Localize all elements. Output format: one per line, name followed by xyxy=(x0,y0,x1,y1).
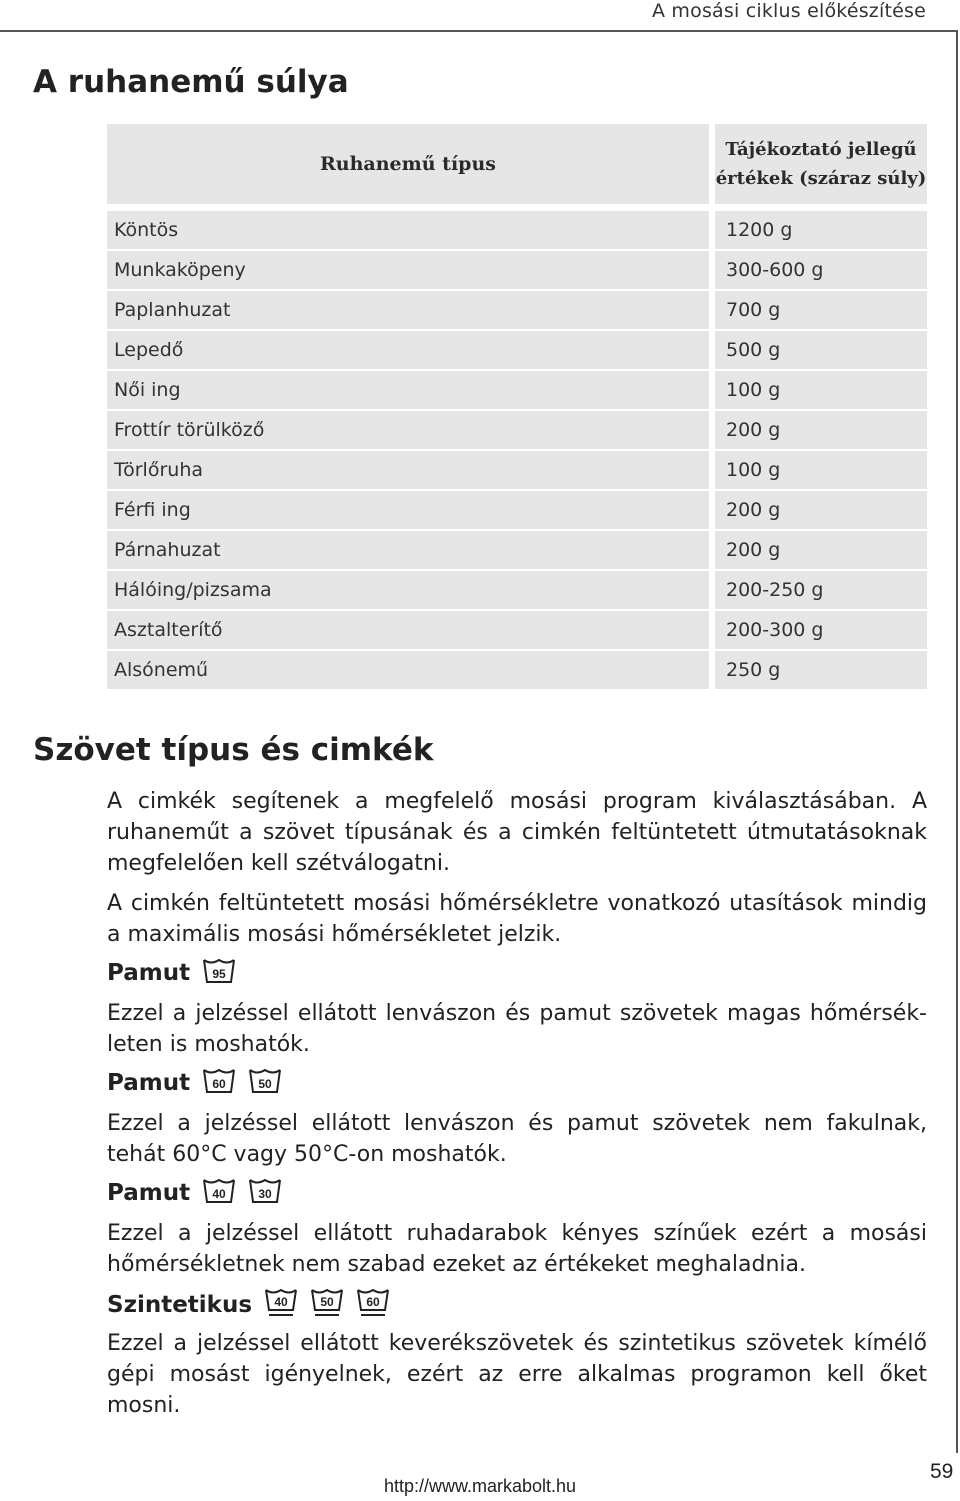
running-title: A mosási ciklus előkészítése xyxy=(651,0,926,22)
garment-type-cell: Törlőruha xyxy=(107,451,709,489)
garment-weight-cell: 500 g xyxy=(715,331,927,369)
wash-tub-icon xyxy=(202,1066,236,1100)
col-header-type: Ruhanemű típus xyxy=(107,124,709,204)
table-row xyxy=(107,651,927,689)
garment-type-cell: Munkaköpeny xyxy=(107,251,709,289)
svg-text:95: 95 xyxy=(212,967,226,981)
table-row xyxy=(107,611,927,649)
table-row xyxy=(107,211,927,249)
fabric-text-3: Ezzel a jelzéssel ellátott ruhadarabok kényes színűek ezért a mosási hőmérsékletnek nem szabad ezeket az értékeket meghaladnia. xyxy=(107,1221,927,1277)
intro-paragraph-2: A cimkén feltüntetett mosási hőmérsékletre vonatkozó utasítások mindig a maximális mosási hőmérsékletet jelzik. xyxy=(107,891,927,947)
garment-type-cell: Hálóing/pizsama xyxy=(107,571,709,609)
svg-text:40: 40 xyxy=(212,1187,226,1201)
garment-type-cell: Paplanhuzat xyxy=(107,291,709,329)
section-title-fabric: Szövet típus és cimkék xyxy=(33,732,434,768)
page-number: 59 xyxy=(930,1460,954,1483)
garment-weight-cell: 250 g xyxy=(715,651,927,689)
table-row xyxy=(107,371,927,409)
fabric-label-cotton-95: Pamut 95 xyxy=(107,956,236,990)
wash-tub-gentle-icon xyxy=(264,1286,298,1324)
garment-type-cell: Asztalterítő xyxy=(107,611,709,649)
section-title-weight: A ruhanemű súlya xyxy=(33,64,349,100)
garment-type-cell: Női ing xyxy=(107,371,709,409)
col-header-weight: Tájékoztató jellegű értékek (száraz súly) xyxy=(715,124,927,204)
svg-text:50: 50 xyxy=(258,1077,272,1091)
svg-text:40: 40 xyxy=(274,1295,288,1309)
fabric-text-4: Ezzel a jelzéssel ellátott keverékszövetek és szintetikus szövetek kímélő gépi mosást igényelnek, ezért az erre alkalmas programon kell őket mosni. xyxy=(107,1331,927,1418)
garment-weight-cell: 200-300 g xyxy=(715,611,927,649)
garment-weight-cell: 200 g xyxy=(715,531,927,569)
garment-weight-cell: 1200 g xyxy=(715,211,927,249)
garment-type-cell: Alsónemű xyxy=(107,651,709,689)
table-row xyxy=(107,571,927,609)
garment-weight-cell: 100 g xyxy=(715,371,927,409)
wash-tub-icon xyxy=(202,956,236,990)
garment-weight-cell: 300-600 g xyxy=(715,251,927,289)
fabric-label-cotton-60-50: Pamut 60 50 xyxy=(107,1066,282,1100)
fabric-text-1: Ezzel a jelzéssel ellátott lenvászon és pamut szövetek magas hőmérsék-leten is moshatók. xyxy=(107,1001,927,1057)
garment-type-cell: Frottír törülköző xyxy=(107,411,709,449)
garment-weight-cell: 100 g xyxy=(715,451,927,489)
garment-type-cell: Férfi ing xyxy=(107,491,709,529)
table-row xyxy=(107,251,927,289)
table-row xyxy=(107,291,927,329)
wash-tub-gentle-icon xyxy=(310,1286,344,1324)
intro-paragraph-1: A cimkék segítenek a megfelelő mosási program kiválasztásában. A ruhaneműt a szövet típusának és a cimkén feltüntetett útmutatásoknak megfelelően kell szétválogatni. xyxy=(107,789,927,876)
garment-weight-cell: 700 g xyxy=(715,291,927,329)
svg-text:50: 50 xyxy=(320,1295,334,1309)
table-row xyxy=(107,411,927,449)
garment-type-cell: Párnahuzat xyxy=(107,531,709,569)
garment-type-cell: Lepedő xyxy=(107,331,709,369)
svg-text:30: 30 xyxy=(258,1187,272,1201)
svg-text:60: 60 xyxy=(212,1077,226,1091)
table-row xyxy=(107,451,927,489)
fabric-text-2: Ezzel a jelzéssel ellátott lenvászon és pamut szövetek nem fakulnak, tehát 60°C vagy 50°C-on moshatók. xyxy=(107,1111,927,1167)
weight-table xyxy=(107,124,927,689)
garment-weight-cell: 200 g xyxy=(715,491,927,529)
table-header xyxy=(107,124,927,204)
garment-type-cell: Köntös xyxy=(107,211,709,249)
table-row xyxy=(107,491,927,529)
right-margin-rule xyxy=(956,30,958,1470)
wash-tub-icon xyxy=(248,1176,282,1210)
fabric-label-synthetic: Szintetikus 40 50 60 xyxy=(107,1286,390,1324)
wash-tub-icon xyxy=(248,1066,282,1100)
garment-weight-cell: 200 g xyxy=(715,411,927,449)
wash-tub-icon xyxy=(202,1176,236,1210)
header-rule xyxy=(0,30,958,32)
table-row xyxy=(107,531,927,569)
fabric-label-cotton-40-30: Pamut 40 30 xyxy=(107,1176,282,1210)
table-row xyxy=(107,331,927,369)
wash-tub-gentle-icon xyxy=(356,1286,390,1324)
garment-weight-cell: 200-250 g xyxy=(715,571,927,609)
svg-text:60: 60 xyxy=(366,1295,380,1309)
footer-url: http://www.markabolt.hu xyxy=(383,1476,577,1496)
